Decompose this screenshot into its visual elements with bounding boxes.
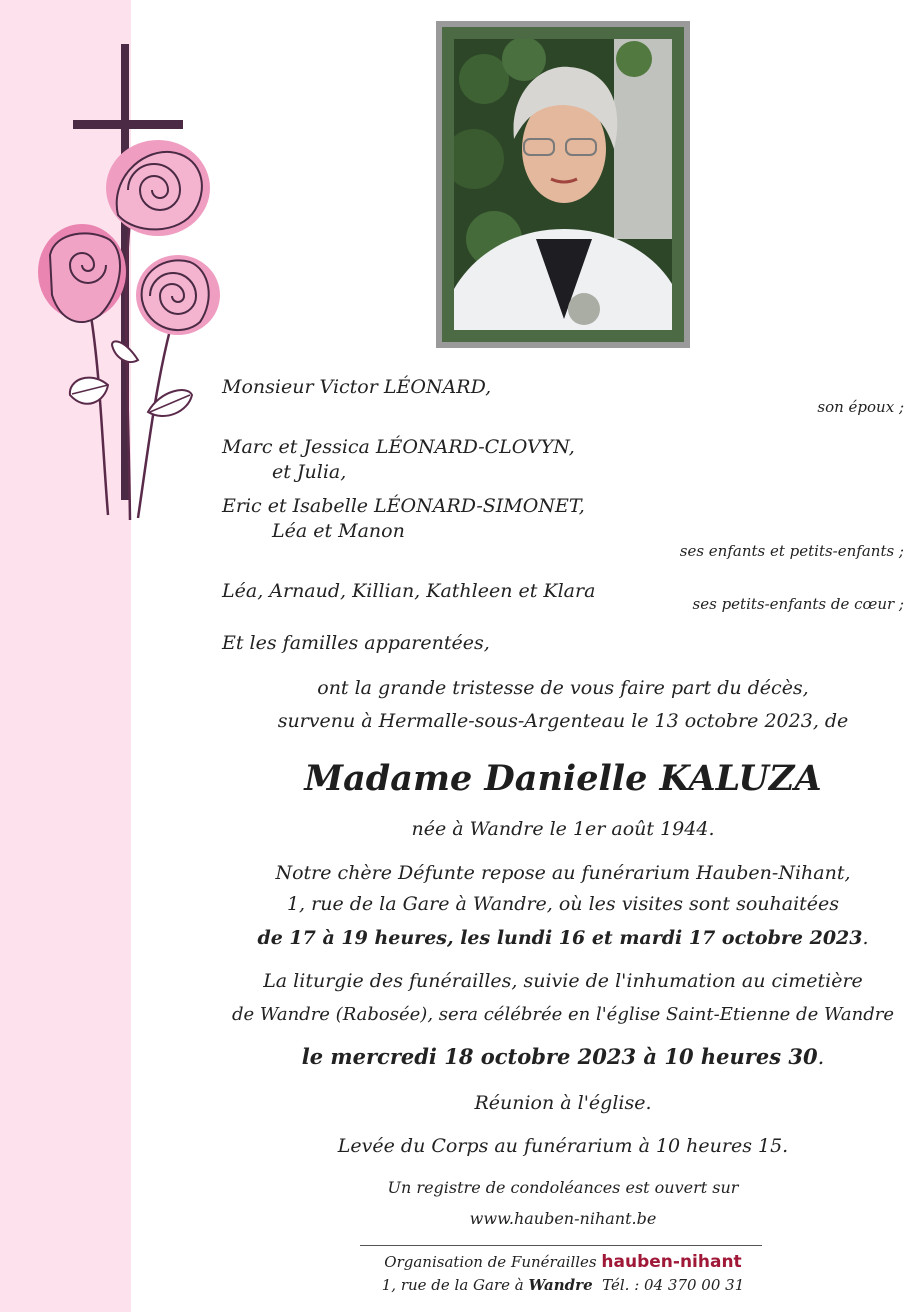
heart-role: ses petits-enfants de cœur ; [692, 595, 904, 613]
visits-times [222, 927, 904, 949]
visits-times-end: . [862, 927, 869, 949]
deceased-name: Madame Danielle KALUZA [304, 758, 822, 799]
phone: Tél. : 04 370 00 31 [602, 1276, 745, 1294]
portrait-photo [454, 39, 672, 330]
visits-line-2: 1, rue de la Gare à Wandre, où les visites sont souhaitées [286, 893, 840, 915]
birth-info: née à Wandre le 1er août 1944. [411, 818, 715, 840]
footer-address [222, 1276, 904, 1294]
levee-info: Levée du Corps au funérarium à 10 heures 15. [337, 1135, 789, 1157]
heart-grandchildren: Léa, Arnaud, Killian, Kathleen et Klara [222, 580, 596, 602]
visits-times-text: de 17 à 19 heures, les lundi 16 et mardi 17 octobre 2023 [257, 927, 863, 949]
address-city: Wandre [528, 1276, 593, 1294]
visits-line-1: Notre chère Défunte repose au funérarium Hauben-Nihant, [275, 862, 851, 884]
condolences-line: Un registre de condoléances est ouvert sur [387, 1178, 739, 1197]
liturgy-line-1: La liturgie des funérailles, suivie de l'inhumation au cimetière [263, 970, 863, 992]
spouse-name: Monsieur Victor LÉONARD, [222, 376, 492, 398]
footer-organisation [222, 1252, 904, 1272]
portrait-frame [436, 21, 690, 348]
announcement-line-1: ont la grande tristesse de vous faire part du décès, [317, 677, 809, 699]
portrait-border [442, 27, 684, 342]
child2-grandchildren: Léa et Manon [272, 520, 405, 542]
spouse-role: son époux ; [817, 398, 904, 416]
liturgy-line-2: de Wandre (Rabosée), sera célébrée en l'église Saint-Etienne de Wandre [232, 1004, 894, 1025]
footer-divider [360, 1245, 762, 1246]
brand-logo: hauben-nihant [601, 1252, 742, 1272]
cross-roses-illustration [30, 40, 230, 530]
child1-grandchildren: et Julia, [272, 461, 347, 483]
address-prefix: 1, rue de la Gare à [381, 1276, 524, 1294]
meeting-info: Réunion à l'église. [474, 1092, 652, 1114]
children-role: ses enfants et petits-enfants ; [679, 542, 904, 560]
announcement-line-2: survenu à Hermalle-sous-Argenteau le 13 octobre 2023, de [277, 710, 849, 732]
org-label: Organisation de Funérailles [384, 1253, 597, 1271]
liturgy-date [222, 1044, 904, 1069]
liturgy-date-text: le mercredi 18 octobre 2023 à 10 heures 30 [301, 1044, 818, 1069]
liturgy-date-end: . [817, 1045, 825, 1069]
child1-names: Marc et Jessica LÉONARD-CLOVYN, [222, 436, 575, 458]
condolences-url[interactable]: www.hauben-nihant.be [469, 1209, 657, 1228]
relatives: Et les familles apparentées, [222, 632, 490, 654]
child2-names: Eric et Isabelle LÉONARD-SIMONET, [222, 495, 585, 517]
